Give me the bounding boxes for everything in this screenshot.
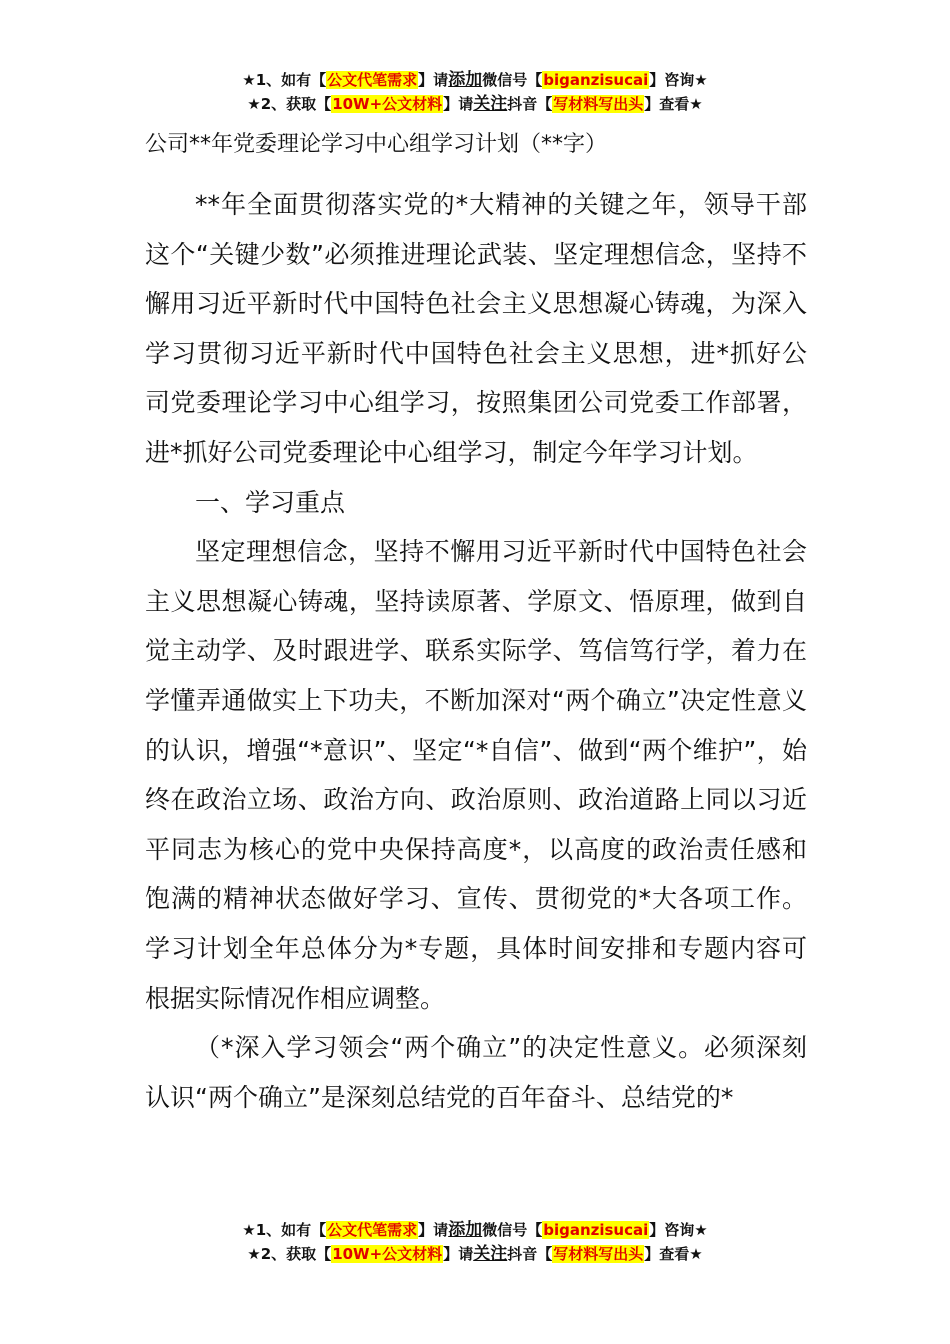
footer-banner <box>0 1218 950 1266</box>
banner-text: 抖音【 <box>507 1245 553 1263</box>
banner-text: 抖音【 <box>507 95 553 113</box>
banner-text: 】请 <box>443 1245 474 1263</box>
banner-text: 】请 <box>418 1221 449 1239</box>
intro-paragraph: **年全面贯彻落实党的*大精神的关键之年，领导干部这个“关键少数”必须推进理论武装、坚定理想信念，坚持不懈用习近平新时代中国特色社会主义思想凝心铸魂，为深入学习贯彻习近平新时代中国特色社会主义思想，进*抓好公司党委理论学习中心组学习，按照集团公司党委工作部署，进*抓好公司党委理论中心组学习，制定今年学习计划。 <box>145 190 807 467</box>
highlight-service: 公文代笔需求 <box>327 1221 418 1239</box>
document-body <box>145 130 807 1122</box>
banner-emphasis: 添加 <box>448 1220 483 1240</box>
document-title: 公司**年党委理论学习中心组学习计划（**字） <box>145 132 608 157</box>
highlight-wechat-id: biganzisucai <box>543 1221 649 1239</box>
banner-line-1 <box>0 1218 950 1242</box>
header-banner <box>0 68 950 116</box>
banner-text: 微信号【 <box>482 71 543 89</box>
banner-emphasis: 关注 <box>473 94 508 114</box>
banner-emphasis: 关注 <box>473 1244 508 1264</box>
banner-text: 】请 <box>418 71 449 89</box>
banner-line-1 <box>0 68 950 92</box>
banner-text: ★2、获取【 <box>247 95 332 113</box>
banner-line-2 <box>0 1242 950 1266</box>
banner-text: 】咨询★ <box>649 1221 708 1239</box>
banner-text: 】请 <box>443 95 474 113</box>
banner-text: ★2、获取【 <box>247 1245 332 1263</box>
banner-text: 微信号【 <box>482 1221 543 1239</box>
highlight-service: 公文代笔需求 <box>327 71 418 89</box>
section-heading: 一、学习重点 <box>195 487 346 517</box>
highlight-wechat-id: biganzisucai <box>543 71 649 89</box>
highlight-account: 写材料写出头 <box>553 95 644 113</box>
highlight-materials: 10W+公文材料 <box>332 95 443 113</box>
banner-text: ★1、如有【 <box>242 71 327 89</box>
highlight-materials: 10W+公文材料 <box>332 1245 443 1263</box>
banner-text: 】咨询★ <box>649 71 708 89</box>
banner-text: 】查看★ <box>644 1245 703 1263</box>
section-paragraph: 坚定理想信念，坚持不懈用习近平新时代中国特色社会主义思想凝心铸魂，坚持读原著、学原文、悟原理，做到自觉主动学、及时跟进学、联系实际学、笃信笃行学，着力在学懂弄通做实上下功夫，不断加深对“两个确立”决定性意义的认识，增强“*意识”、坚定“*自信”、做到“两个维护”，始终在政治立场、政治方向、政治原则、政治道路上同以习近平同志为核心的党中央保持高度*，以高度的政治责任感和饱满的精神状态做好学习、宣传、贯彻党的*大各项工作。学习计划全年总体分为*专题，具体时间安排和专题内容可根据实际情况作相应调整。 <box>145 537 807 1013</box>
banner-line-2 <box>0 92 950 116</box>
banner-text: 】查看★ <box>644 95 703 113</box>
item-paragraph: （*深入学习领会“两个确立”的决定性意义。必须深刻认识“两个确立”是深刻总结党的百年奋斗、总结党的* <box>145 1033 807 1112</box>
banner-emphasis: 添加 <box>448 70 483 90</box>
banner-text: ★1、如有【 <box>242 1221 327 1239</box>
highlight-account: 写材料写出头 <box>553 1245 644 1263</box>
